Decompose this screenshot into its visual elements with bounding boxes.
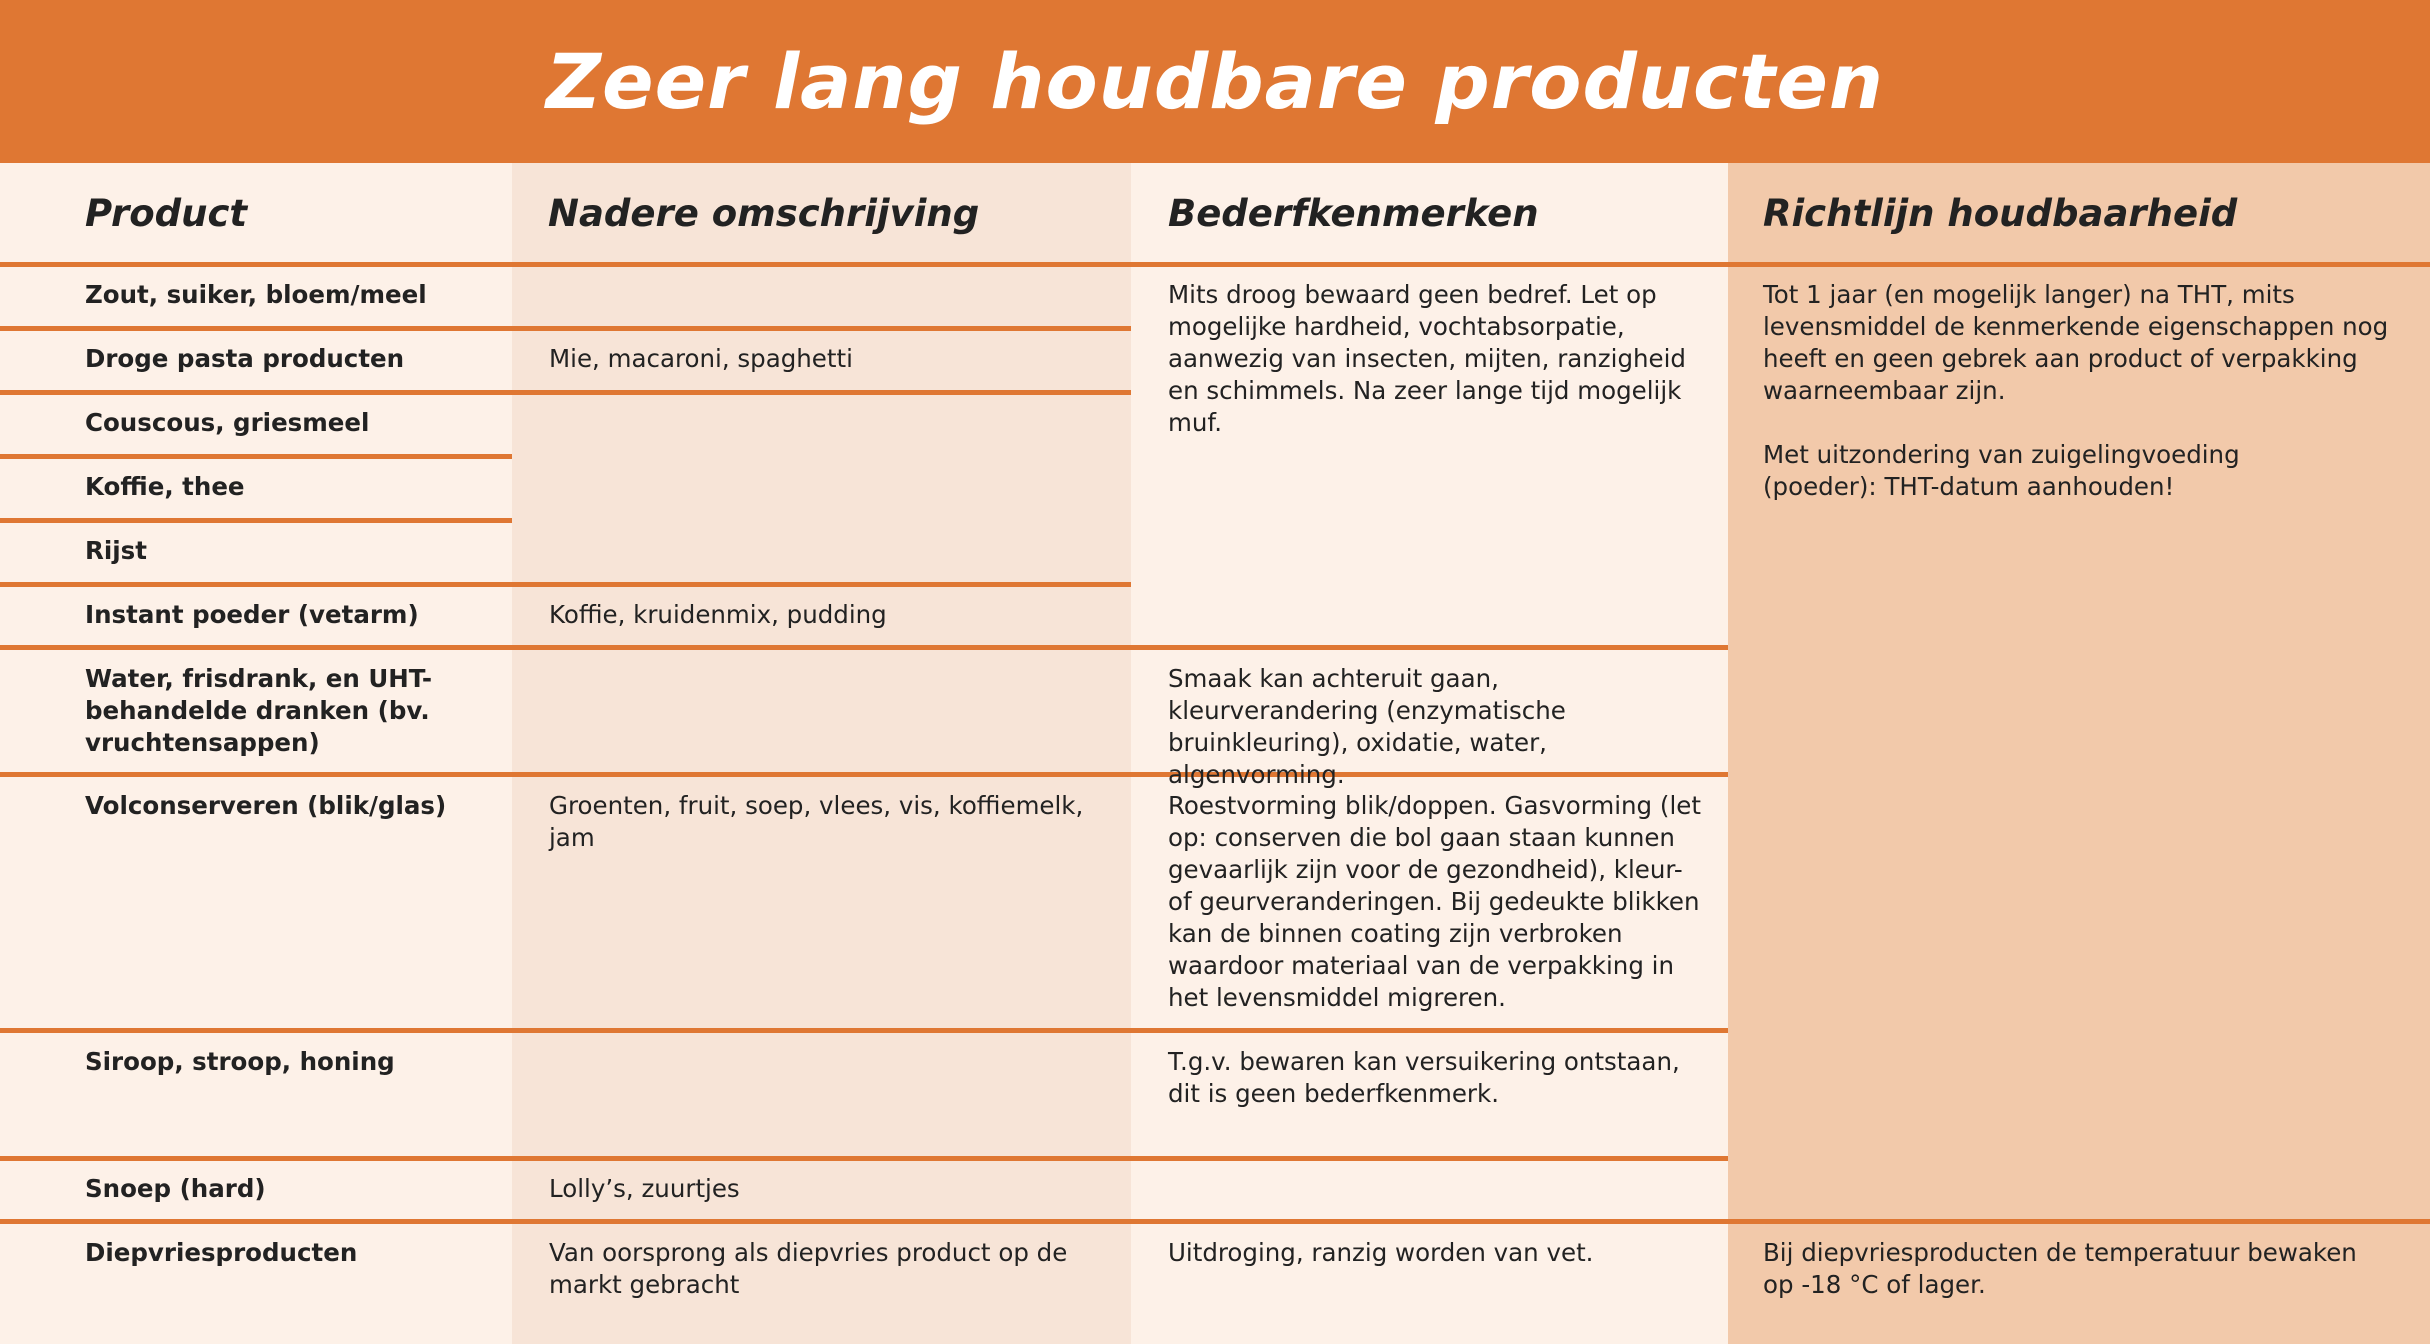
product-cell: Diepvriesproducten xyxy=(85,1238,358,1267)
header-product: Product xyxy=(85,191,248,235)
row-divider xyxy=(0,390,1131,395)
omschrijving-cell: Groenten, fruit, soep, vlees, vis, koffiemelk, jam xyxy=(549,791,1084,852)
product-cell: Water, frisdrank, en UHT-behandelde dranken (bv. vruchtensappen) xyxy=(85,664,433,757)
row-divider xyxy=(0,1219,2430,1224)
header-divider xyxy=(0,262,2430,267)
richtlijn-cell: Bij diepvriesproducten de temperatuur bewaken op -18 °C of lager. xyxy=(1763,1238,2357,1299)
omschrijving-cell: Van oorsprong als diepvries product op de markt gebracht xyxy=(549,1238,1068,1299)
row-divider xyxy=(0,645,1728,650)
omschrijving-cell: Lolly’s, zuurtjes xyxy=(549,1174,740,1203)
omschrijving-cell: Koffie, kruidenmix, pudding xyxy=(549,600,887,629)
row-divider xyxy=(0,1028,1728,1033)
product-cell: Koffie, thee xyxy=(85,472,245,501)
bederf-cell: Uitdroging, ranzig worden van vet. xyxy=(1168,1238,1594,1267)
richtlijn-cell: Met uitzondering van zuigelingvoeding (poeder): THT-datum aanhouden! xyxy=(1763,440,2240,501)
bederf-cell: Roestvorming blik/doppen. Gasvorming (let op: conserven die bol gaan staan kunnen gevaarlijk zijn voor de gezondheid), kleur- of geurveranderingen. Bij gedeukte blikken kan de binnen coating zijn verbroken waardoor materiaal van de verpakking in het levensmiddel migreren. xyxy=(1168,791,1701,1012)
product-cell: Rijst xyxy=(85,536,147,565)
bederf-cell: Smaak kan achteruit gaan, kleurverandering (enzymatische bruinkleuring), oxidatie, water, algenvorming. xyxy=(1168,664,1566,789)
page-title: Zeer lang houdbare producten xyxy=(545,37,1885,126)
title-banner xyxy=(0,0,2430,163)
header-omschrijving: Nadere omschrijving xyxy=(548,191,980,235)
header-richtlijn: Richtlijn houdbaarheid xyxy=(1763,191,2238,235)
bederf-cell: Mits droog bewaard geen bedref. Let op mogelijke hardheid, vochtabsorpatie, aanwezig van insecten, mijten, ranzigheid en schimmels. Na zeer lange tijd mogelijk muf. xyxy=(1168,280,1686,437)
row-divider xyxy=(0,326,1131,331)
header-bederf: Bederfkenmerken xyxy=(1168,191,1539,235)
product-cell: Volconserveren (blik/glas) xyxy=(85,791,447,820)
row-divider xyxy=(0,518,512,523)
product-cell: Zout, suiker, bloem/meel xyxy=(85,280,427,309)
column-omschrijving-bg xyxy=(512,163,1131,1344)
richtlijn-cell: Tot 1 jaar (en mogelijk langer) na THT, mits levensmiddel de kenmerkende eigenschappen nog heeft en geen gebrek aan product of verpakking waarneembaar zijn. xyxy=(1763,280,2389,405)
product-cell: Couscous, griesmeel xyxy=(85,408,370,437)
product-cell: Siroop, stroop, honing xyxy=(85,1047,395,1076)
row-divider xyxy=(0,454,512,459)
product-cell: Droge pasta producten xyxy=(85,344,405,373)
product-cell: Instant poeder (vetarm) xyxy=(85,600,419,629)
bederf-cell: T.g.v. bewaren kan versuikering ontstaan, dit is geen bederfkenmerk. xyxy=(1168,1047,1680,1108)
omschrijving-cell: Mie, macaroni, spaghetti xyxy=(549,344,853,373)
product-cell: Snoep (hard) xyxy=(85,1174,266,1203)
row-divider xyxy=(0,582,1131,587)
row-divider xyxy=(0,1156,1728,1161)
